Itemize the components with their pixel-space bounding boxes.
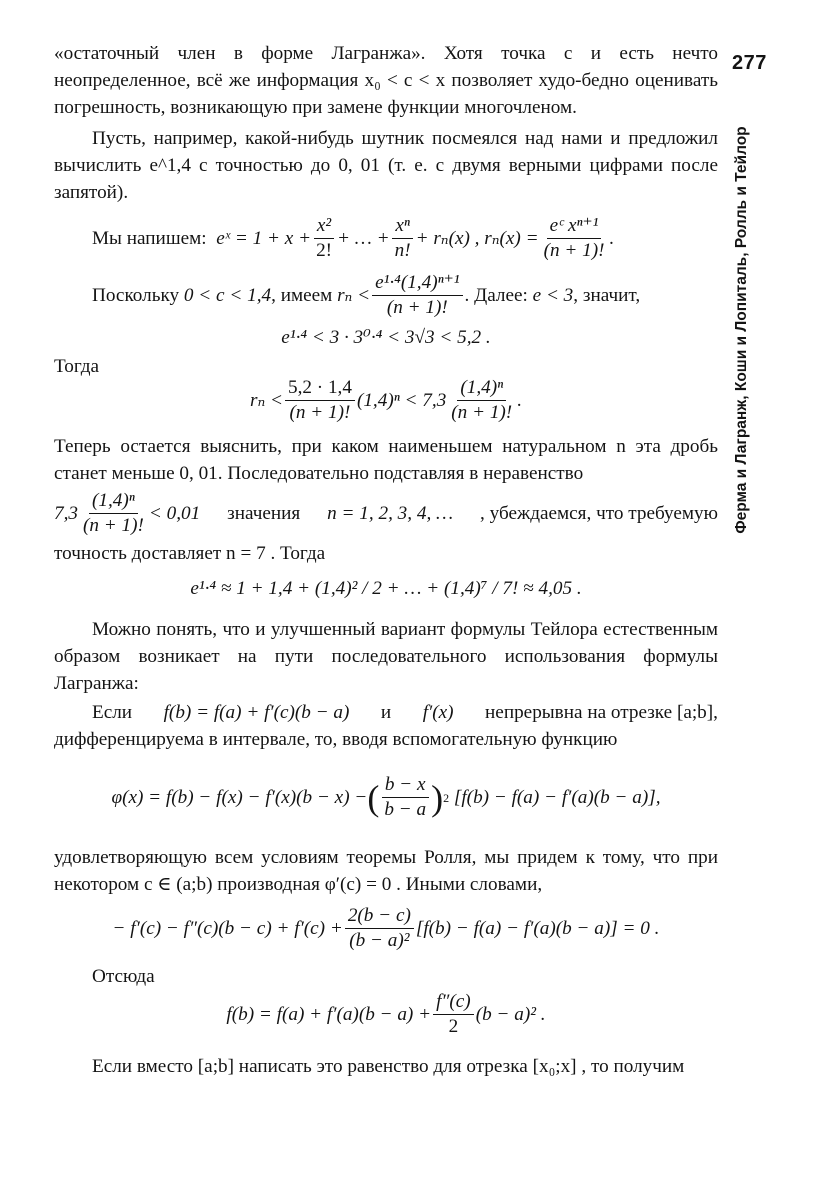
lagrange-derivative: f′(x): [422, 702, 454, 723]
fraction-xn: $\frac{\text{xⁿ}}{n!}$: [392, 214, 414, 263]
fraction-bound: $\frac{5,2 \cdot 1,4}{(n + 1)!}$: [285, 376, 355, 425]
condition-and-label: и: [380, 702, 392, 723]
fraction-taylor-second: $\frac{f''(c)}{2}$: [433, 990, 474, 1039]
equation-phi: φ(x) = f(b) − f(x) − f′(x)(b − x) − ( $\frac{b - x}{b - a}$ ) 2 [f(b) − f(a) − f′(a)(b − a)],: [111, 774, 661, 820]
inequality-values-label: значения: [227, 503, 301, 524]
paragraph-smallest-n: Теперь остается выяснить, при каком наименьшем натуральном n эта дробь станет меньше 0, 01. Последовательно подставляя в неравенство: [54, 436, 718, 484]
fraction-estimate: $\frac{\text{e¹·⁴(1,4)ⁿ⁺¹}}{(n + 1)!}$: [372, 271, 462, 320]
bound-rn: rₙ <: [250, 390, 283, 411]
inequality-lhs: 7,3: [54, 503, 78, 524]
fraction-derivative: $\frac{2(b - c)}{\text{(b − a)²}}$: [345, 904, 414, 953]
phi-rhs: [f(b) − f(a) − f′(a)(b − a)],: [453, 787, 661, 808]
bound-mid: (1,4)ⁿ < 7,3: [356, 390, 447, 411]
label-hence: Отсюда: [92, 966, 155, 987]
estimate-further-label: . Далее:: [464, 285, 528, 306]
inequality-rhs: < 0,01: [148, 503, 201, 524]
paragraph-final: Если вместо [a;b] написать это равенство для отрезка [x₀;x] , то получим: [92, 1056, 685, 1077]
estimate-means-label: , значит,: [573, 285, 641, 306]
fraction-bound-2: $\frac{\text{(1,4)ⁿ}}{(n + 1)!}$: [451, 377, 513, 423]
condition-if-label: Если: [92, 702, 133, 723]
derivative-lhs: − f′(c) − f″(c)(b − c) + f′(c) +: [112, 918, 343, 939]
paragraph-joker: Пусть, например, какой-нибудь шутник посмеялся над нами и предложил вычислить e^1,4 с точностью до 0, 01 (т. е. с двумя верными цифрами после запятой).: [54, 128, 718, 203]
equation-taylor-second: [54, 990, 718, 1039]
inequality-n-values: n = 1, 2, 3, 4, …: [327, 503, 454, 524]
running-head: Ферма и Лагранж, Коши и Лопиталь, Ролль и Тейлор: [733, 126, 750, 534]
estimate-since-label: Поскольку: [92, 285, 180, 306]
derivative-rhs: [f(b) − f(a) − f′(a)(b − a)] = 0 .: [415, 918, 660, 939]
lagrange-formula: f(b) = f(a) + f′(c)(b − a): [163, 702, 350, 723]
inequality-after-label: , убеждаемся, что требуемую: [480, 503, 718, 524]
condition-e: e < 3: [532, 285, 574, 306]
taylor-lhs: eˣ = 1 + x +: [216, 228, 312, 249]
fraction-phi: $\frac{b - x}{b - a}$: [381, 773, 429, 822]
fraction-x2: $\frac{\text{x²}}{2!}$: [313, 214, 335, 263]
paragraph-improved-taylor: Можно понять, что и улучшенный вариант формулы Тейлора естественным образом возникает на пути последовательного использования формулы Лагранжа:: [54, 619, 718, 694]
taylor-remainder: + rₙ(x) ,: [415, 228, 480, 249]
taylor-second-rhs: (b − a)² .: [475, 1004, 546, 1025]
fraction-inequality: $\frac{\text{(1,4)ⁿ}}{(n + 1)!}$: [82, 490, 144, 536]
label-then: Тогда: [54, 356, 100, 377]
taylor-second-lhs: f(b) = f(a) + f′(a)(b − a) +: [226, 1004, 432, 1025]
remainder-def: rₙ(x) =: [484, 228, 539, 249]
paragraph-auxiliary: дифференцируема в интервале, то, вводя вспомогательную функцию: [54, 729, 618, 750]
equation-approximation: e¹·⁴ ≈ 1 + 1,4 + (1,4)² / 2 + … + (1,4)⁷ / 7! ≈ 4,05 .: [190, 578, 582, 599]
page-body: [54, 40, 718, 1080]
equation-taylor-exp: Мы напишем: eˣ = 1 + x + $\frac{\text{x²}}{2!}$ + … + $\frac{\text{xⁿ}}{n!}$ + rₙ(x) , rₙ(x) = $\frac{\text{eᶜ xⁿ⁺¹}}{(n + 1)!}$ .: [92, 215, 615, 261]
paragraph-rolle: удовлетворяющую всем условиям теоремы Ролля, мы придем к тому, что при некотором c ∈ (a;b) производная φ′(c) = 0 . Иными словами,: [54, 847, 718, 895]
taylor-dots: + … +: [337, 228, 390, 249]
equation-inequality: [54, 489, 718, 538]
estimate-rn: rₙ <: [337, 285, 371, 306]
equation-derivative: [54, 904, 718, 953]
estimate-have-label: , имеем: [271, 285, 333, 306]
paragraph-accuracy: точность доставляет n = 7 . Тогда: [54, 543, 326, 564]
condition-c: 0 < c < 1,4: [183, 285, 272, 306]
page-number: 277: [732, 52, 767, 74]
equation-taylor-label: Мы напишем:: [92, 228, 207, 249]
fraction-remainder: $\frac{\text{eᶜ xⁿ⁺¹}}{(n + 1)!}$: [543, 215, 605, 261]
phi-lhs: φ(x) = f(b) − f(x) − f′(x)(b − x) −: [111, 787, 368, 808]
paragraph-lagrange-condition: [54, 699, 718, 726]
equation-estimate: [54, 271, 718, 320]
equation-chain: e¹·⁴ < 3 · 3⁰·⁴ < 3√3 < 5,2 .: [281, 327, 491, 348]
condition-continuous-label: непрерывна на отрезке [a;b],: [485, 702, 718, 723]
paragraph-lagrange-remainder: «остаточный член в форме Лагранжа». Хотя точка c и есть нечто неопределенное, всё же информация x₀ < c < x позволяет худо-бедно оценивать погрешность, возникающую при замене функции многочленом.: [54, 43, 718, 118]
equation-bound: rₙ < $\frac{5,2 \cdot 1,4}{(n + 1)!}$ (1,4)ⁿ < 7,3 $\frac{\text{(1,4)ⁿ}}{(n + 1)!}$ .: [250, 377, 522, 423]
